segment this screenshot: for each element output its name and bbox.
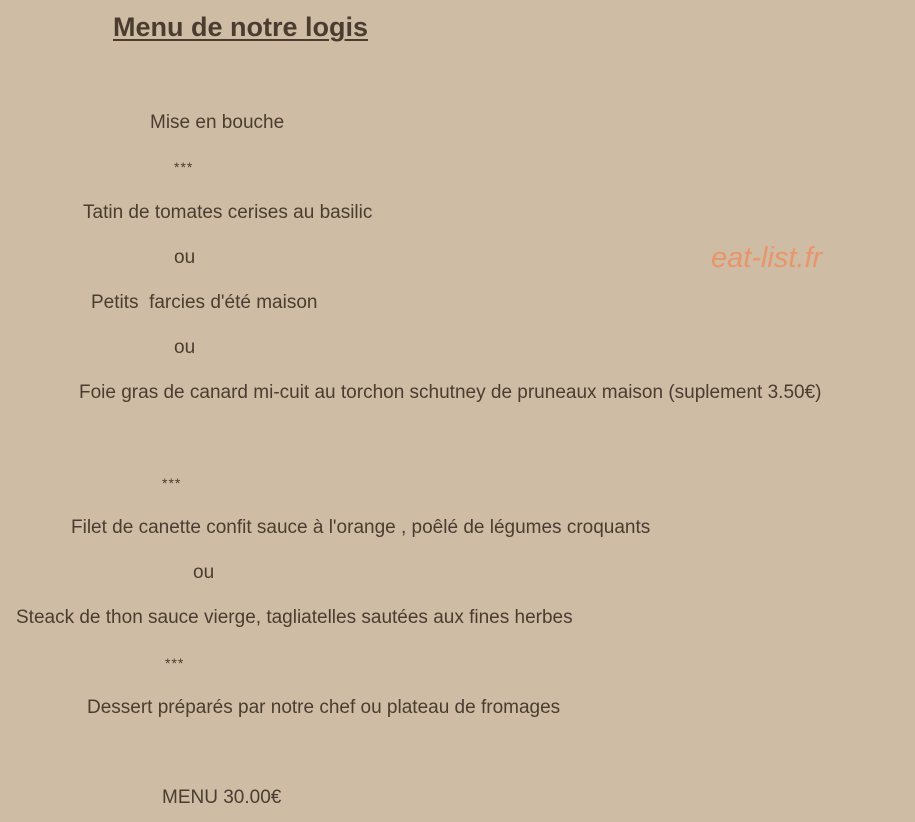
menu-line-or: ou [193, 562, 215, 583]
menu-price: MENU 30.00€ [162, 787, 282, 808]
menu-line-main-1: Filet de canette confit sauce à l'orange , poêlé de légumes croquants [71, 517, 651, 538]
menu-line-dessert: Dessert préparés par notre chef ou plateau de fromages [87, 697, 561, 718]
menu-line-mise-en-bouche: Mise en bouche [150, 112, 285, 133]
menu-line-starter-2: Petits farcies d'été maison [91, 292, 318, 313]
watermark-text: eat-list.fr [711, 242, 823, 274]
menu-line-starter-3: Foie gras de canard mi-cuit au torchon schutney de pruneaux maison (suplement 3.50€) [79, 382, 822, 403]
menu-line-starter-1: Tatin de tomates cerises au basilic [83, 202, 373, 223]
menu-line-main-2: Steack de thon sauce vierge, tagliatelles sautées aux fines herbes [16, 607, 573, 628]
separator-stars: *** [162, 475, 182, 491]
page-title: Menu de notre logis [113, 12, 369, 42]
menu-line-or: ou [174, 337, 196, 358]
separator-stars: *** [174, 159, 194, 175]
separator-stars: *** [165, 655, 185, 671]
menu-line-or: ou [174, 247, 196, 268]
